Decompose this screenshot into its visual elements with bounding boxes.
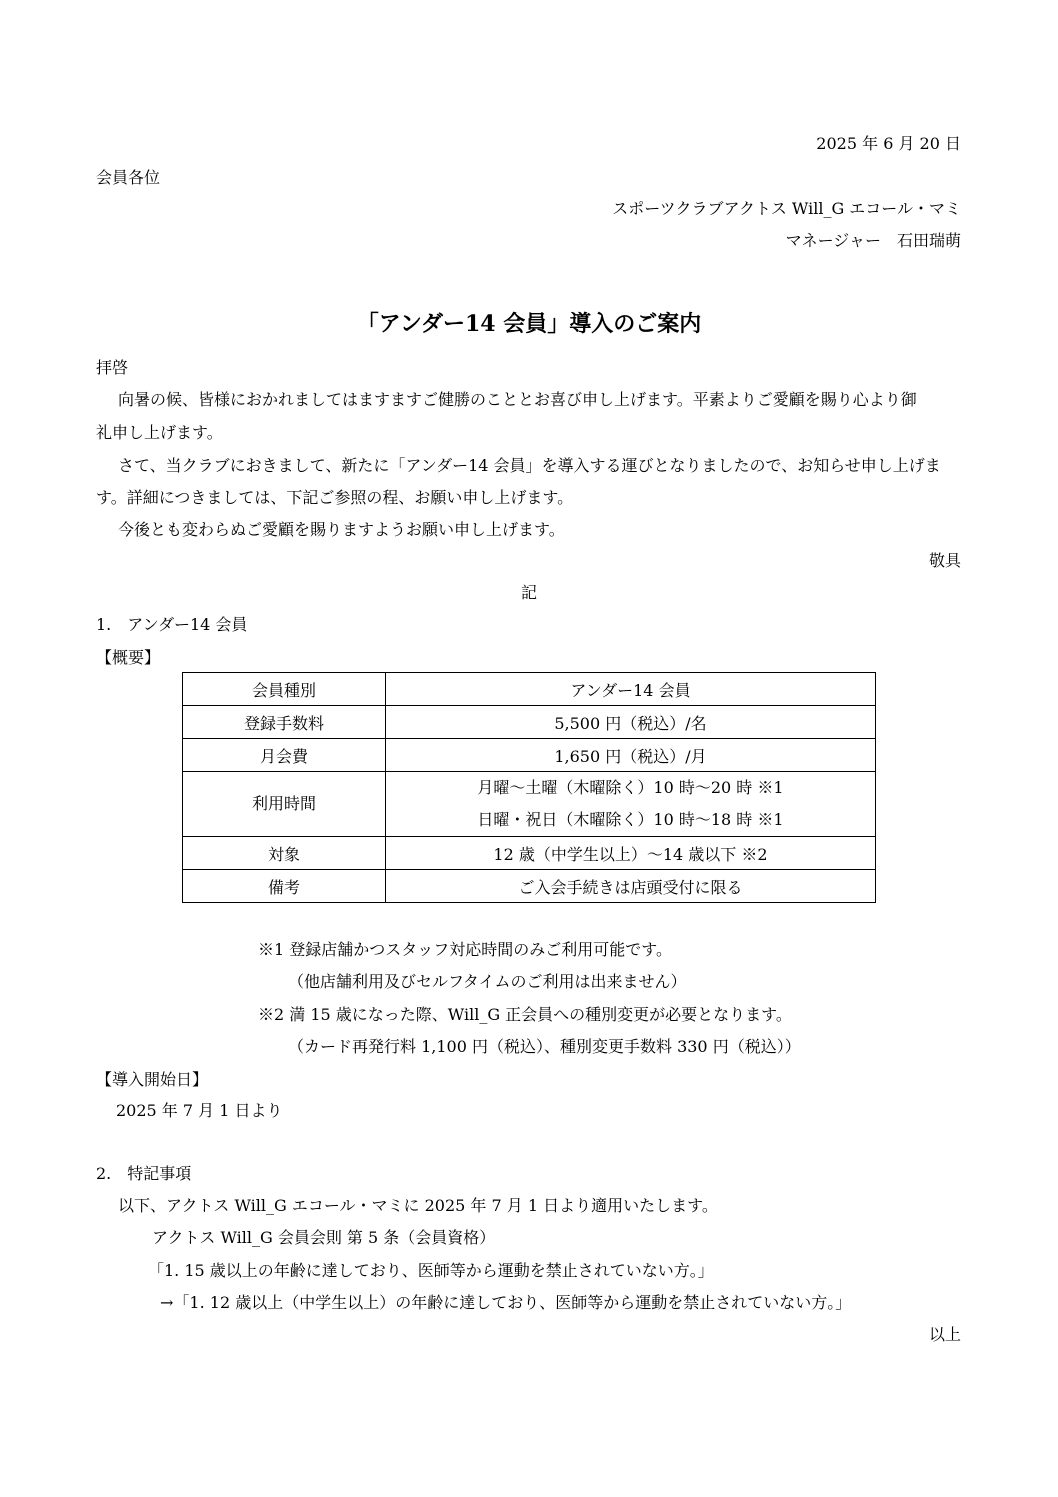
start-date-value: 2025 年 7 月 1 日より (116, 1101, 283, 1120)
paragraph-1-line-2: 礼申し上げます。 (96, 423, 223, 442)
paragraph-3: 今後とも変わらぬご愛顧を賜りますようお願い申し上げます。 (118, 520, 565, 539)
paragraph-2-line-2: す。詳細につきましては、下記ご参照の程、お願い申し上げます。 (96, 488, 574, 507)
closing-ijou: 以上 (928, 1325, 961, 1344)
table-row (183, 706, 876, 739)
membership-summary-table (182, 672, 876, 903)
document-title: 「アンダー14 会員」導入のご案内 (356, 311, 702, 337)
section-2-line-3: 「1. 15 歳以上の年齢に達しており、医師等から運動を禁止されていない方。」 (148, 1261, 714, 1280)
table-cell-label: 備考 (183, 870, 386, 903)
table-cell-label: 月会費 (183, 739, 386, 772)
sender-person: マネージャー 石田瑞萌 (785, 231, 961, 250)
hours-weekend: 日曜・祝日（木曜除く）10 時～18 時 ※1 (477, 810, 784, 829)
table-cell-value: ご入会手続きは店頭受付に限る (386, 870, 876, 903)
overview-label: 【概要】 (96, 648, 161, 667)
table-row (183, 837, 876, 870)
table-cell-label: 登録手数料 (183, 706, 386, 739)
letter-date: 2025 年 6 月 20 日 (816, 134, 961, 153)
ki-heading: 記 (520, 583, 537, 602)
table-row (183, 870, 876, 903)
closing-keigu: 敬具 (928, 551, 961, 570)
note-1-line-2: （他店舗利用及びセルフタイムのご利用は出来ません） (288, 972, 687, 991)
section-2-line-4: →「1. 12 歳以上（中学生以上）の年齢に達しており、医師等から運動を禁止されていない方。」 (160, 1293, 852, 1312)
table-cell-value: 1,650 円（税込）/月 (386, 739, 876, 772)
note-2-line-2: （カード再発行料 1,100 円（税込）、種別変更手数料 330 円（税込）） (288, 1037, 801, 1056)
section-2-line-1: 以下、アクトス Will_G エコール・マミに 2025 年 7 月 1 日より適用いたします。 (118, 1196, 718, 1215)
start-date-label: 【導入開始日】 (96, 1070, 209, 1089)
table-cell-label: 会員種別 (183, 673, 386, 706)
table-cell-value: アンダー14 会員 (386, 673, 876, 706)
table-cell-label: 対象 (183, 837, 386, 870)
section-1-heading: 1. アンダー14 会員 (96, 615, 248, 634)
paragraph-2-line-1: さて、当クラブにおきまして、新たに「アンダー14 会員」を導入する運びとなりましたので、お知らせ申し上げま (118, 456, 941, 475)
section-2-line-2: アクトス Will_G 会員会則 第 5 条（会員資格） (152, 1228, 496, 1247)
table-cell-value: 5,500 円（税込）/名 (386, 706, 876, 739)
table-cell-label: 利用時間 (183, 772, 386, 837)
sender-organization: スポーツクラブアクトス Will_G エコール・マミ (612, 199, 961, 218)
note-2-line-1: ※2 満 15 歳になった際、Will_G 正会員への種別変更が必要となります。 (258, 1005, 792, 1024)
table-row (183, 673, 876, 706)
table-row (183, 739, 876, 772)
note-1-line-1: ※1 登録店舗かつスタッフ対応時間のみご利用可能です。 (258, 940, 672, 959)
hours-weekday: 月曜～土曜（木曜除く）10 時～20 時 ※1 (477, 778, 784, 797)
table-cell-value (386, 772, 876, 837)
table-row (183, 772, 876, 837)
recipient: 会員各位 (96, 168, 161, 187)
section-2-heading: 2. 特記事項 (96, 1164, 192, 1183)
paragraph-1-line-1: 向暑の候、皆様におかれましてはますますご健勝のこととお喜び申し上げます。平素よりご愛顧を賜り心より御 (118, 390, 917, 409)
table-cell-value: 12 歳（中学生以上）～14 歳以下 ※2 (386, 837, 876, 870)
opening-greeting: 拝啓 (96, 358, 129, 377)
